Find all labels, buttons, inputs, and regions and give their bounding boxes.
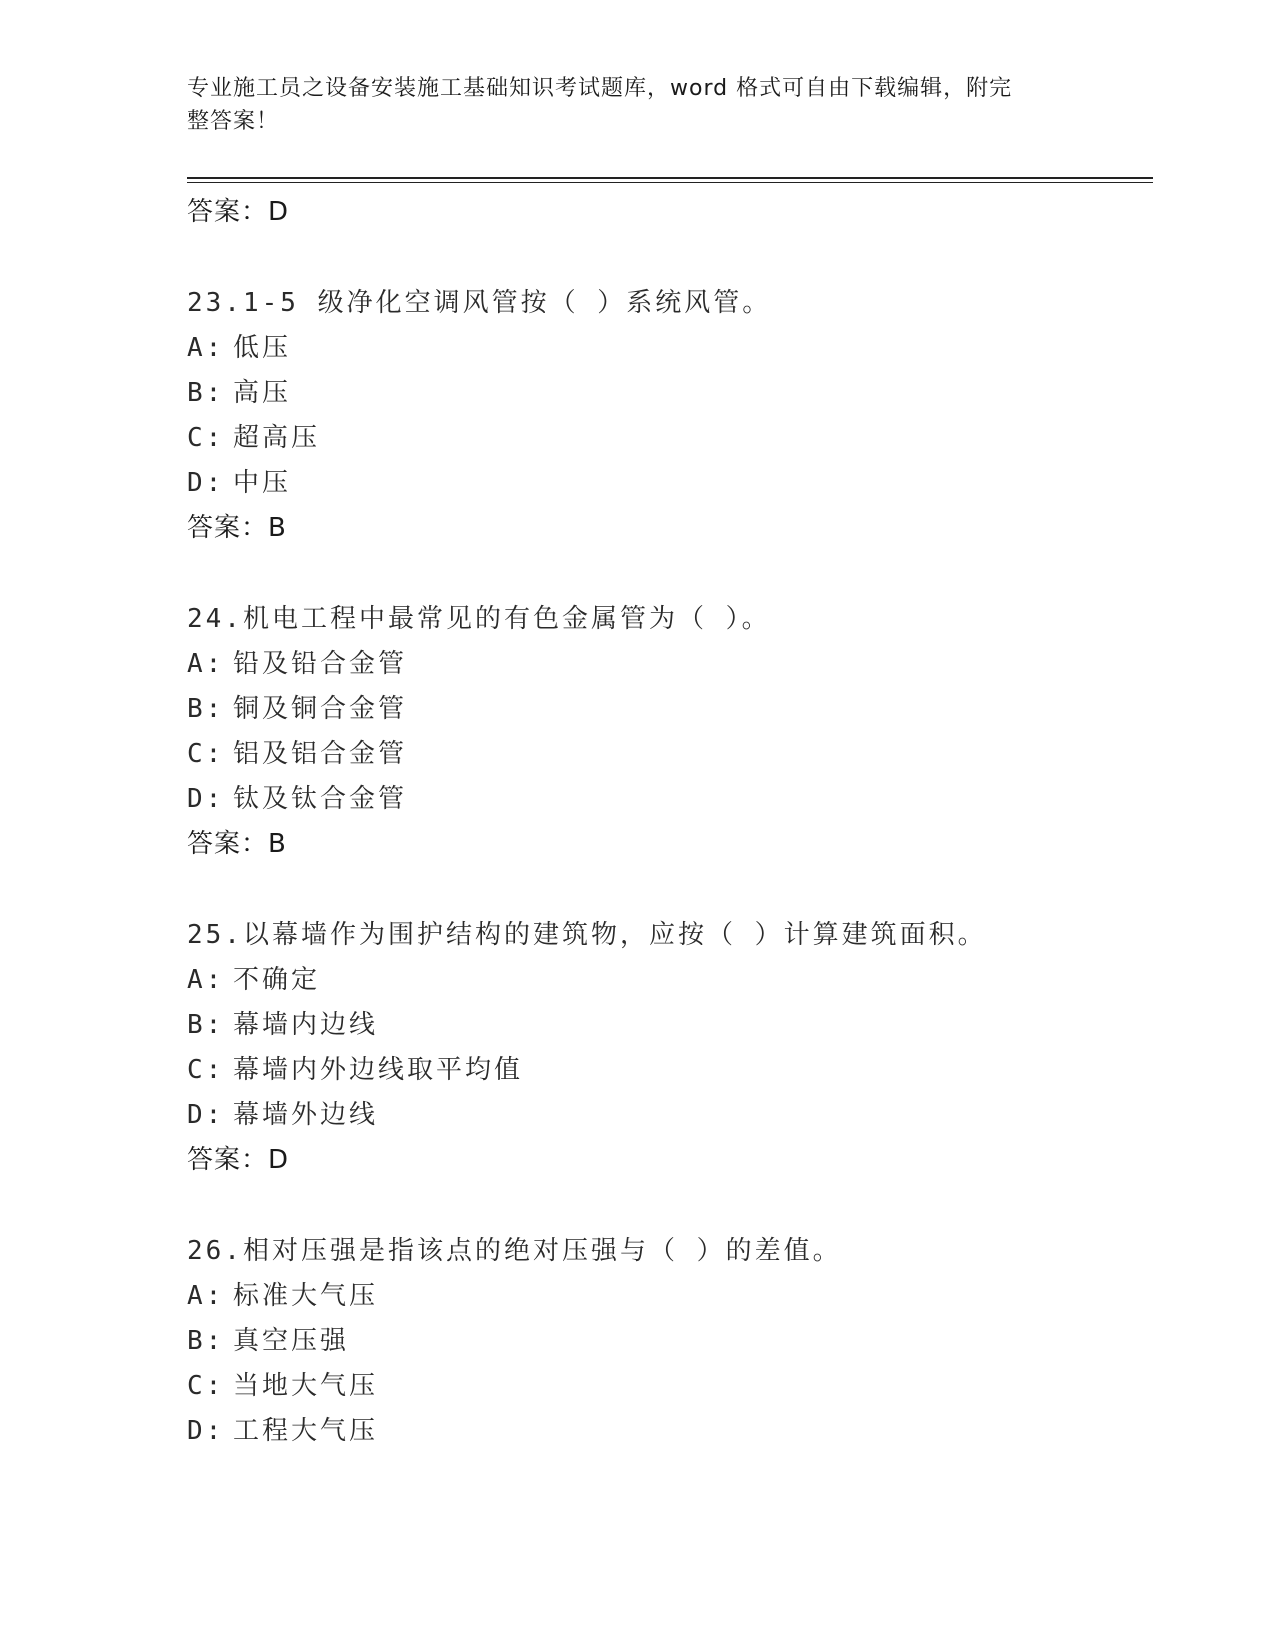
question-26 — [187, 1229, 1153, 1454]
option-text: 幕墙内外边线取平均值 — [233, 1055, 524, 1085]
page-header — [187, 72, 1077, 138]
question-stem: 25.以幕墙作为围护结构的建筑物，应按（ ）计算建筑面积。 — [187, 920, 987, 950]
option-text: 幕墙内边线 — [233, 1010, 379, 1040]
option-a — [187, 1274, 1153, 1319]
option-c — [187, 1048, 1153, 1093]
option-letter: D: — [187, 468, 225, 498]
option-b — [187, 371, 1153, 416]
option-letter: D: — [187, 1100, 225, 1130]
header-divider-thick — [187, 177, 1153, 179]
option-d — [187, 777, 1153, 822]
option-text: 铝及铝合金管 — [233, 739, 408, 769]
option-a — [187, 642, 1153, 687]
option-c — [187, 732, 1153, 777]
option-letter: B: — [187, 378, 225, 408]
option-letter: B: — [187, 1010, 225, 1040]
option-text: 不确定 — [233, 965, 321, 995]
option-letter: C: — [187, 1055, 225, 1085]
previous-answer: 答案：D — [187, 197, 290, 227]
header-line-1: 专业施工员之设备安装施工基础知识考试题库，word 格式可自由下载编辑，附完 — [187, 76, 1013, 101]
option-text: 中压 — [233, 468, 292, 498]
option-letter: C: — [187, 423, 225, 453]
answer-line: 答案：B — [187, 829, 287, 859]
option-text: 铜及铜合金管 — [233, 694, 408, 724]
option-letter: D: — [187, 1416, 225, 1446]
option-letter: A: — [187, 1281, 225, 1311]
option-letter: A: — [187, 649, 225, 679]
header-divider-thin — [187, 182, 1153, 183]
question-stem: 24.机电工程中最常见的有色金属管为（ ）。 — [187, 604, 771, 634]
option-b — [187, 687, 1153, 732]
question-stem: 23.1-5 级净化空调风管按（ ）系统风管。 — [187, 288, 772, 318]
option-text: 当地大气压 — [233, 1371, 379, 1401]
header-line-2: 整答案！ — [187, 109, 280, 134]
question-list — [187, 190, 1153, 1454]
option-letter: B: — [187, 694, 225, 724]
answer-line: 答案：D — [187, 1145, 290, 1175]
option-text: 标准大气压 — [233, 1281, 379, 1311]
answer-line: 答案：B — [187, 513, 287, 543]
question-24 — [187, 597, 1153, 866]
option-letter: D: — [187, 784, 225, 814]
question-23 — [187, 281, 1153, 550]
option-b — [187, 1003, 1153, 1048]
option-d — [187, 1409, 1153, 1454]
option-text: 铅及铅合金管 — [233, 649, 408, 679]
option-text: 工程大气压 — [233, 1416, 379, 1446]
option-text: 超高压 — [233, 423, 321, 453]
option-text: 低压 — [233, 333, 292, 363]
option-letter: B: — [187, 1326, 225, 1356]
option-a — [187, 958, 1153, 1003]
option-letter: C: — [187, 1371, 225, 1401]
option-c — [187, 1364, 1153, 1409]
question-25 — [187, 913, 1153, 1182]
option-b — [187, 1319, 1153, 1364]
option-d — [187, 1093, 1153, 1138]
option-a — [187, 326, 1153, 371]
option-letter: C: — [187, 739, 225, 769]
option-d — [187, 461, 1153, 506]
option-text: 幕墙外边线 — [233, 1100, 379, 1130]
option-text: 高压 — [233, 378, 292, 408]
option-letter: A: — [187, 333, 225, 363]
option-c — [187, 416, 1153, 461]
option-letter: A: — [187, 965, 225, 995]
option-text: 真空压强 — [233, 1326, 350, 1356]
option-text: 钛及钛合金管 — [233, 784, 408, 814]
question-stem: 26.相对压强是指该点的绝对压强与（ ）的差值。 — [187, 1236, 842, 1266]
